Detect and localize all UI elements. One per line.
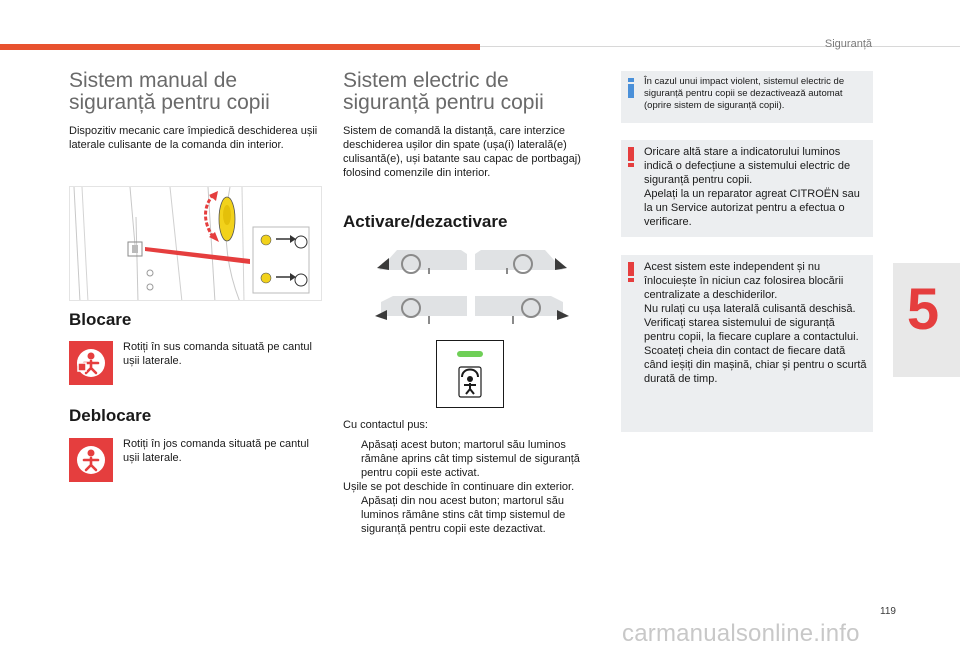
steps-list — [343, 438, 601, 536]
section-title: Siguranță — [824, 38, 872, 50]
blocare-text: Rotiți în sus comanda situată pe cantul ușii laterale. — [123, 341, 312, 367]
electric-system-title: Sistem electric de siguranță pentru copii — [343, 69, 544, 114]
warning-note-1 — [621, 140, 873, 237]
info-note — [621, 71, 873, 123]
ignition-text: Cu contactul pus: — [343, 419, 428, 431]
header-accent-bar — [0, 44, 480, 50]
manual-system-intro: Dispozitiv mecanic care împiedică deschiderea ușii laterale culisante de la comanda din interior. — [69, 125, 318, 151]
page-number: 119 — [880, 606, 896, 617]
blocare-heading: Blocare — [69, 310, 132, 329]
chapter-number: 5 — [906, 277, 940, 342]
info-note-text: În cazul unui impact violent, sistemul electric de siguranță pentru copii se dezactivează automat (oprire sistem de siguranță copii). — [644, 76, 845, 111]
warning-icon — [625, 146, 637, 168]
electric-system-intro: Sistem de comandă la distanță, care interzice deschiderea ușilor din spate (ușa(i) laterală(e) culisantă(e), uși batante sau capac de portbagaj) folosind comenzile din interior. — [343, 125, 581, 179]
activation-heading: Activare/dezactivare — [343, 212, 508, 231]
deblocare-heading: Deblocare — [69, 406, 152, 425]
warning-note-2 — [621, 255, 873, 432]
step-2: Apăsați din nou acest buton; martorul său luminos rămâne stins cât timp sistemul de siguranță pentru copii este dezactivat. — [361, 495, 566, 535]
door-selection-diagram — [367, 240, 577, 330]
info-icon — [625, 77, 637, 99]
header-rule — [480, 46, 960, 47]
manual-system-title: Sistem manual de siguranță pentru copii — [69, 69, 270, 114]
step-1: Apăsați acest buton; martorul său luminos rămâne aprins cât timp sistemul de siguranță pentru copii este activat. — [361, 439, 580, 479]
child-unlock-icon — [69, 438, 113, 482]
door-lock-photo — [69, 186, 322, 301]
deblocare-text: Rotiți în jos comanda situată pe cantul ușii laterale. — [123, 438, 309, 464]
status-led — [457, 351, 483, 357]
warning-note-2-text: Acest sistem este independent și nu înlocuiește în niciun caz folosirea blocării centralizate a deschiderilor. Nu rulați cu ușa laterală culisantă deschisă. Verificați starea sistemului de siguranță pentru copii, la fiecare cuplare a contactului. Scoateți cheia din contact de fiecare dată când ieșiți din mașină, chiar și pentru o scurtă durată de timp. — [644, 261, 867, 385]
child-lock-icon — [69, 341, 113, 385]
watermark: carmanualsonline.info — [622, 620, 860, 647]
sliding-door-illustration — [70, 187, 322, 301]
warning-icon — [625, 261, 637, 283]
warning-note-1-text: Oricare altă stare a indicatorului luminos indică o defecțiune a sistemului electric de siguranță pentru copii. Apelați la un reparator agreat CITROËN sau la un Service autorizat pentru a efectua o verificare. — [644, 146, 860, 228]
step-note: Ușile se pot deschide în continuare din exterior. — [343, 481, 575, 493]
child-lock-button-illustration — [436, 340, 504, 408]
